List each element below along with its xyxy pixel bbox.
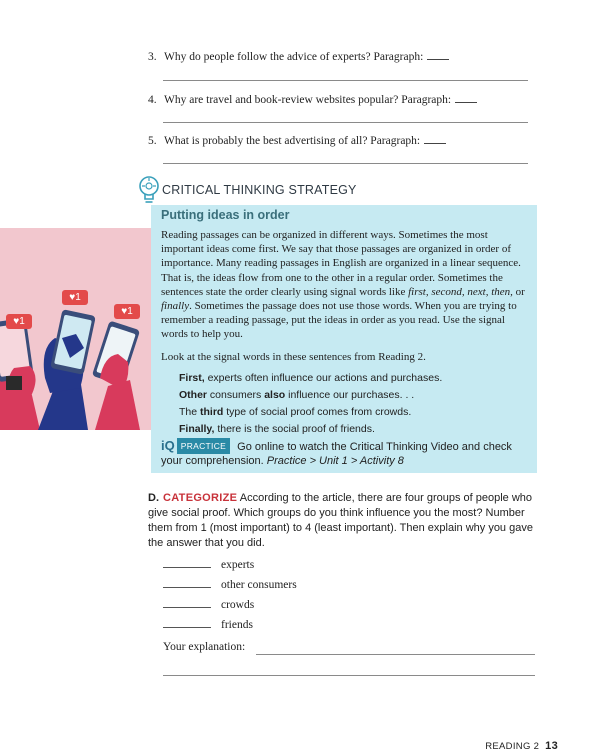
example-sentence: Other consumers also influence our purchases. . . bbox=[179, 388, 415, 401]
like-badge: ♥1 bbox=[6, 314, 32, 329]
rank-item-other-consumers[interactable]: other consumers bbox=[163, 579, 297, 591]
rank-item-experts[interactable]: experts bbox=[163, 559, 254, 571]
question-3: 3. Why do people follow the advice of experts? Paragraph: bbox=[148, 51, 449, 63]
lightbulb-icon bbox=[137, 175, 161, 207]
iq-practice-link[interactable]: iQ PRACTICE Go online to watch the Critical Thinking Video and check your comprehension. Practice > Unit 1 > Activity 8 bbox=[161, 438, 512, 467]
strategy-subtitle: Putting ideas in order bbox=[161, 208, 290, 222]
rank-blank[interactable] bbox=[163, 607, 211, 608]
question-5: 5. What is probably the best advertising of all? Paragraph: bbox=[148, 135, 446, 147]
example-sentence: The third type of social proof comes from crowds. bbox=[179, 405, 412, 418]
paragraph-blank[interactable] bbox=[427, 58, 449, 60]
explanation-label: Your explanation: bbox=[163, 641, 246, 653]
rank-blank[interactable] bbox=[163, 627, 211, 628]
explanation-line[interactable] bbox=[163, 675, 535, 676]
example-sentence: First, experts often influence our actions and purchases. bbox=[179, 371, 443, 384]
practice-path[interactable]: Practice > Unit 1 > Activity 8 bbox=[266, 455, 404, 467]
rank-item-crowds[interactable]: crowds bbox=[163, 599, 254, 611]
rank-blank[interactable] bbox=[163, 587, 211, 588]
strategy-paragraph-2: Look at the signal words in these sentences from Reading 2. bbox=[161, 350, 426, 363]
explanation-line[interactable] bbox=[256, 654, 535, 655]
strategy-paragraph: Reading passages can be organized in different ways. Sometimes the most important ideas come first. We say that those passages are organized in order of importance. Many reading passages in English are organized in a linear sequence. That is, the ideas flow from one to the other in a regular order. Sometimes the sentences state the order clearly using signal words like first, second, next, then, or finally. Sometimes the passage does not use those words. When you are trying to remember a reading passage, put the ideas in order as you read. Use the signal words to help you. bbox=[161, 229, 525, 341]
paragraph-blank[interactable] bbox=[455, 101, 477, 103]
categorize-label: CATEGORIZE bbox=[163, 492, 238, 504]
page-number: 13 bbox=[545, 740, 558, 752]
iq-logo: iQ bbox=[161, 438, 175, 453]
strategy-content bbox=[161, 208, 529, 438]
question-4: 4. Why are travel and book-review websites popular? Paragraph: bbox=[148, 94, 477, 106]
exercise-d-instructions: D. CATEGORIZE According to the article, there are four groups of people who give social proof. Which groups do you think influence you the most? Number them from 1 (most important) to 4 (least important). Then explain why you gave the answer that you did. bbox=[148, 492, 533, 549]
hands-phones-illustration bbox=[0, 228, 151, 430]
example-sentence: Finally, there is the social proof of friends. bbox=[179, 422, 375, 435]
strategy-title: CRITICAL THINKING STRATEGY bbox=[162, 183, 357, 197]
like-badge: ♥1 bbox=[114, 304, 140, 319]
page-footer: READING 2 13 bbox=[485, 740, 558, 752]
paragraph-blank[interactable] bbox=[424, 142, 446, 144]
answer-line-5[interactable] bbox=[163, 163, 528, 164]
rank-blank[interactable] bbox=[163, 567, 211, 568]
rank-item-friends[interactable]: friends bbox=[163, 619, 253, 631]
answer-line-3[interactable] bbox=[163, 80, 528, 81]
like-badge: ♥1 bbox=[62, 290, 88, 305]
answer-line-4[interactable] bbox=[163, 122, 528, 123]
practice-badge: PRACTICE bbox=[177, 438, 230, 454]
